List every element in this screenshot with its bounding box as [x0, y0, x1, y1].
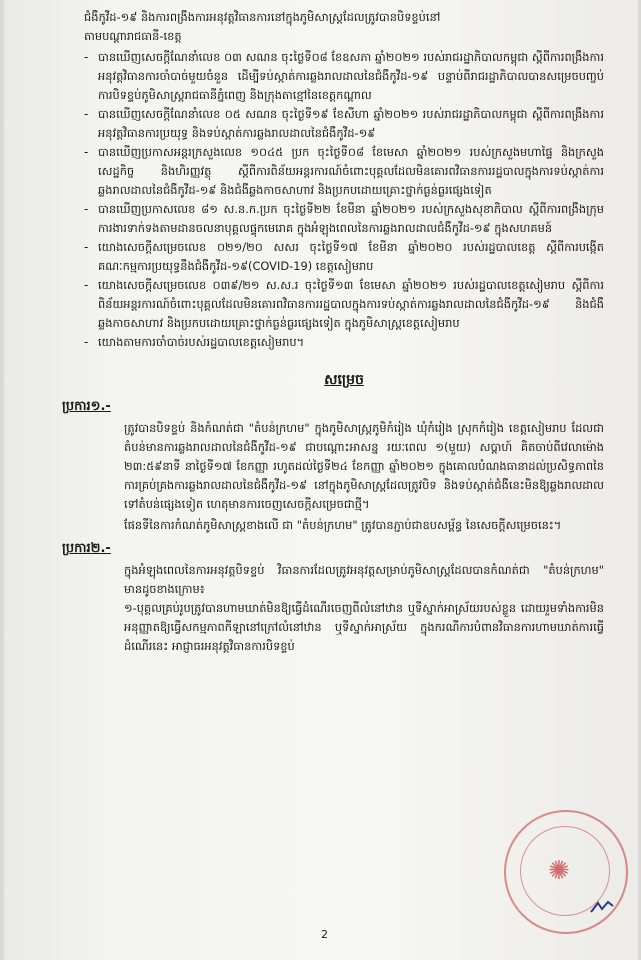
reference-item: - បានឃើញប្រកាសអន្តរក្រសួងលេខ ១០៤៥ ប្រក ចុះថ្ងៃទី០៨ ខែមេសា ឆ្នាំ២០២១ របស់ក្រសួងមហាផ្ទៃ និងក្រសួងសេដ្ឋកិច្ច និងហិរញ្ញវត្ថុ ស្តីពីការពិន័យអន្តរការណ៍ចំពោះបុគ្គលដែលមិនគោរពវិធានការរដ្ឋបាលក្នុងការទប់ស្កាត់ការឆ្លងរាលដាលនៃជំងឺកូវីដ-១៩ និងជំងឺឆ្លងកាចសាហាវ និងប្រកបដោយគ្រោះថ្នាក់ធ្ងន់ធ្ងរផ្សេងទៀត	[84, 145, 604, 197]
article-2-label: ប្រការ២.-	[62, 541, 111, 556]
page-number: 2	[321, 928, 328, 941]
article-1-text: ត្រូវបានបិទខ្ទប់ និងកំណត់ជា "តំបន់ក្រហម" ក្នុងភូមិសាស្ត្រភូមិកំរៀង ឃុំកំរៀង ស្រុកកំរៀង ខេត្តសៀមរាប ដែលជាតំបន់មានការឆ្លងរាលដាលនៃជំងឺកូវីដ-១៩ ជាបណ្តោះអាសន្ន រយៈពេល ១(មួយ) សប្តាហ៍ គិតចាប់ពីវេលាម៉ោង ២៣:៥៩នាទី នាថ្ងៃទី១៧ ខែកញ្ញា រហូតដល់ថ្ងៃទី២៤ ខែកញ្ញា ឆ្នាំ២០២១ ក្នុងគោលបំណងធានាដល់ប្រសិទ្ធភាពនៃការគ្រប់គ្រងការឆ្លងរាលដាលនៃជំងឺកូវីដ-១៩ នៅក្នុងភូមិសាស្ត្រដែលត្រូវបិទ និងទប់ស្កាត់ជំងឺនេះមិនឱ្យឆ្លងរាលដាលទៅតំបន់ផ្សេងទៀត ហេតុមានការចេញសេចក្តីសម្រេចជាថ្មី។	[124, 421, 604, 511]
article-2-item-1: ១-បុគ្គលគ្រប់រូបត្រូវបានហាមឃាត់មិនឱ្យធ្វើដំណើរចេញពីលំនៅឋាន ឬទីស្នាក់អាស្រ័យរបស់ខ្លួន ដោយរួមទាំងការមិនអនុញ្ញាតឱ្យធ្វើសកម្មភាពកីឡានៅក្រៅលំនៅឋាន ឬទីស្នាក់អាស្រ័យ ក្នុងករណីការបំពានវិធានការហាមឃាត់ការធ្វើដំណើរនេះ អាជ្ញាធរអនុវត្តវិធានការបិទខ្ទប់	[124, 601, 604, 653]
article-1-label: ប្រការ១.-	[62, 399, 111, 414]
reference-item: - បានឃើញសេចក្តីណែនាំលេខ ០៥ សណន ចុះថ្ងៃទី១៩ ខែសីហា ឆ្នាំ២០២១ របស់រាជរដ្ឋាភិបាលកម្ពុជា ស្តីពីការពង្រឹងការអនុវត្តវិធានការប្រយុទ្ធ និងទប់ស្កាត់ការឆ្លងរាលដាលនៃជំងឺកូវីដ-១៩	[84, 107, 604, 140]
reference-item: - បានឃើញសេចក្តីណែនាំលេខ ០៣ សណន ចុះថ្ងៃទី០៨ ខែឧសភា ឆ្នាំ២០២១ របស់រាជរដ្ឋាភិបាលកម្ពុជា ស្តីពីការពង្រឹងការអនុវត្តវិធានការចាំបាច់មួយចំនួន ដើម្បីទប់ស្កាត់ការឆ្លងរាលដាលនៃជំងឺកូវីដ-១៩ បន្ទាប់ពីរាជរដ្ឋាភិបាលបានសម្រេចបញ្ចប់ការបិទខ្ទប់ភូមិសាស្ត្ររាជធានីភ្នំពេញ និងក្រុងតាខ្មៅនៃខេត្តកណ្តាល	[84, 50, 604, 102]
seal-star-icon: ✺	[548, 856, 570, 886]
reference-item: - យោងសេចក្តីសម្រេចលេខ ០២១/២០ សសរ ចុះថ្ងៃទី១៧ ខែមីនា ឆ្នាំ២០២០ របស់រដ្ឋបាលខេត្ត ស្តីពីការបង្កើតគណៈកម្មការប្រយុទ្ធនឹងជំងឺកូវីដ-១៩(COVID-19) ខេត្តសៀមរាប	[84, 240, 604, 273]
document-body	[62, 8, 604, 656]
reference-list	[84, 48, 604, 352]
intro-line-2: តាមបណ្តារាជធានី-ខេត្ត	[84, 29, 182, 43]
intro-line-1: ជំងឺកូវីដ-១៩ និងការពង្រឹងការអនុវត្តវិធានការនៅក្នុងភូមិសាស្ត្រដែលត្រូវបានបិទខ្ទប់នៅ	[84, 10, 441, 24]
signature-mark-icon	[590, 900, 614, 914]
reference-item: - យោងសេចក្តីសម្រេចលេខ ០៣៩/២១ ស.ស.រ ចុះថ្ងៃទី១៣ ខែមេសា ឆ្នាំ២០២១ របស់រដ្ឋបាលខេត្តសៀមរាប ស្តីពីការពិន័យអន្តរការណ៍ចំពោះបុគ្គលដែលមិនគោរពវិធានការរដ្ឋបាលក្នុងការទប់ស្កាត់ការឆ្លងរាលដាលនៃជំងឺកូវីដ-១៩ និងជំងឺឆ្លងកាចសាហាវ និងប្រកបដោយគ្រោះថ្នាក់ធ្ងន់ធ្ងរផ្សេងទៀត ក្នុងភូមិសាស្ត្រខេត្តសៀមរាប	[84, 278, 604, 330]
document-page	[4, 0, 638, 960]
decision-heading: សម្រេច	[324, 372, 364, 388]
reference-item: - យោងតាមការចាំបាច់របស់រដ្ឋបាលខេត្តសៀមរាប។	[84, 335, 305, 349]
article-1-annex-text: ផែនទីនៃការកំណត់ភូមិសាស្ត្រខាងលើ ជា "តំបន់ក្រហម" ត្រូវបានភ្ជាប់ជាឧបសម្ព័ន្ធ នៃសេចក្តីសម្រេចនេះ។	[124, 518, 562, 532]
reference-item: - បានឃើញប្រកាសលេខ ៨១ ស.ន.ក.ប្រក ចុះថ្ងៃទី២២ ខែមីនា ឆ្នាំ២០២១ របស់ក្រសួងសុខាភិបាល ស្តីពីការពង្រឹងក្រុមការងារទាក់ទងតាមដានចលនាបុគ្គលផ្ទុកមេរោគ ក្នុងអំឡុងពេលនៃការឆ្លងរាលដាលជំងឺកូវីដ-១៩ ក្នុងសហគមន៍	[84, 202, 604, 235]
article-2-text: ក្នុងអំឡុងពេលនៃការអនុវត្តបិទខ្ទប់ វិធានការដែលត្រូវអនុវត្តសម្រាប់ភូមិសាស្ត្រដែលបានកំណត់ជា "តំបន់ក្រហម" មានដូចខាងក្រោម៖	[124, 563, 604, 596]
official-seal-stamp	[504, 810, 628, 934]
